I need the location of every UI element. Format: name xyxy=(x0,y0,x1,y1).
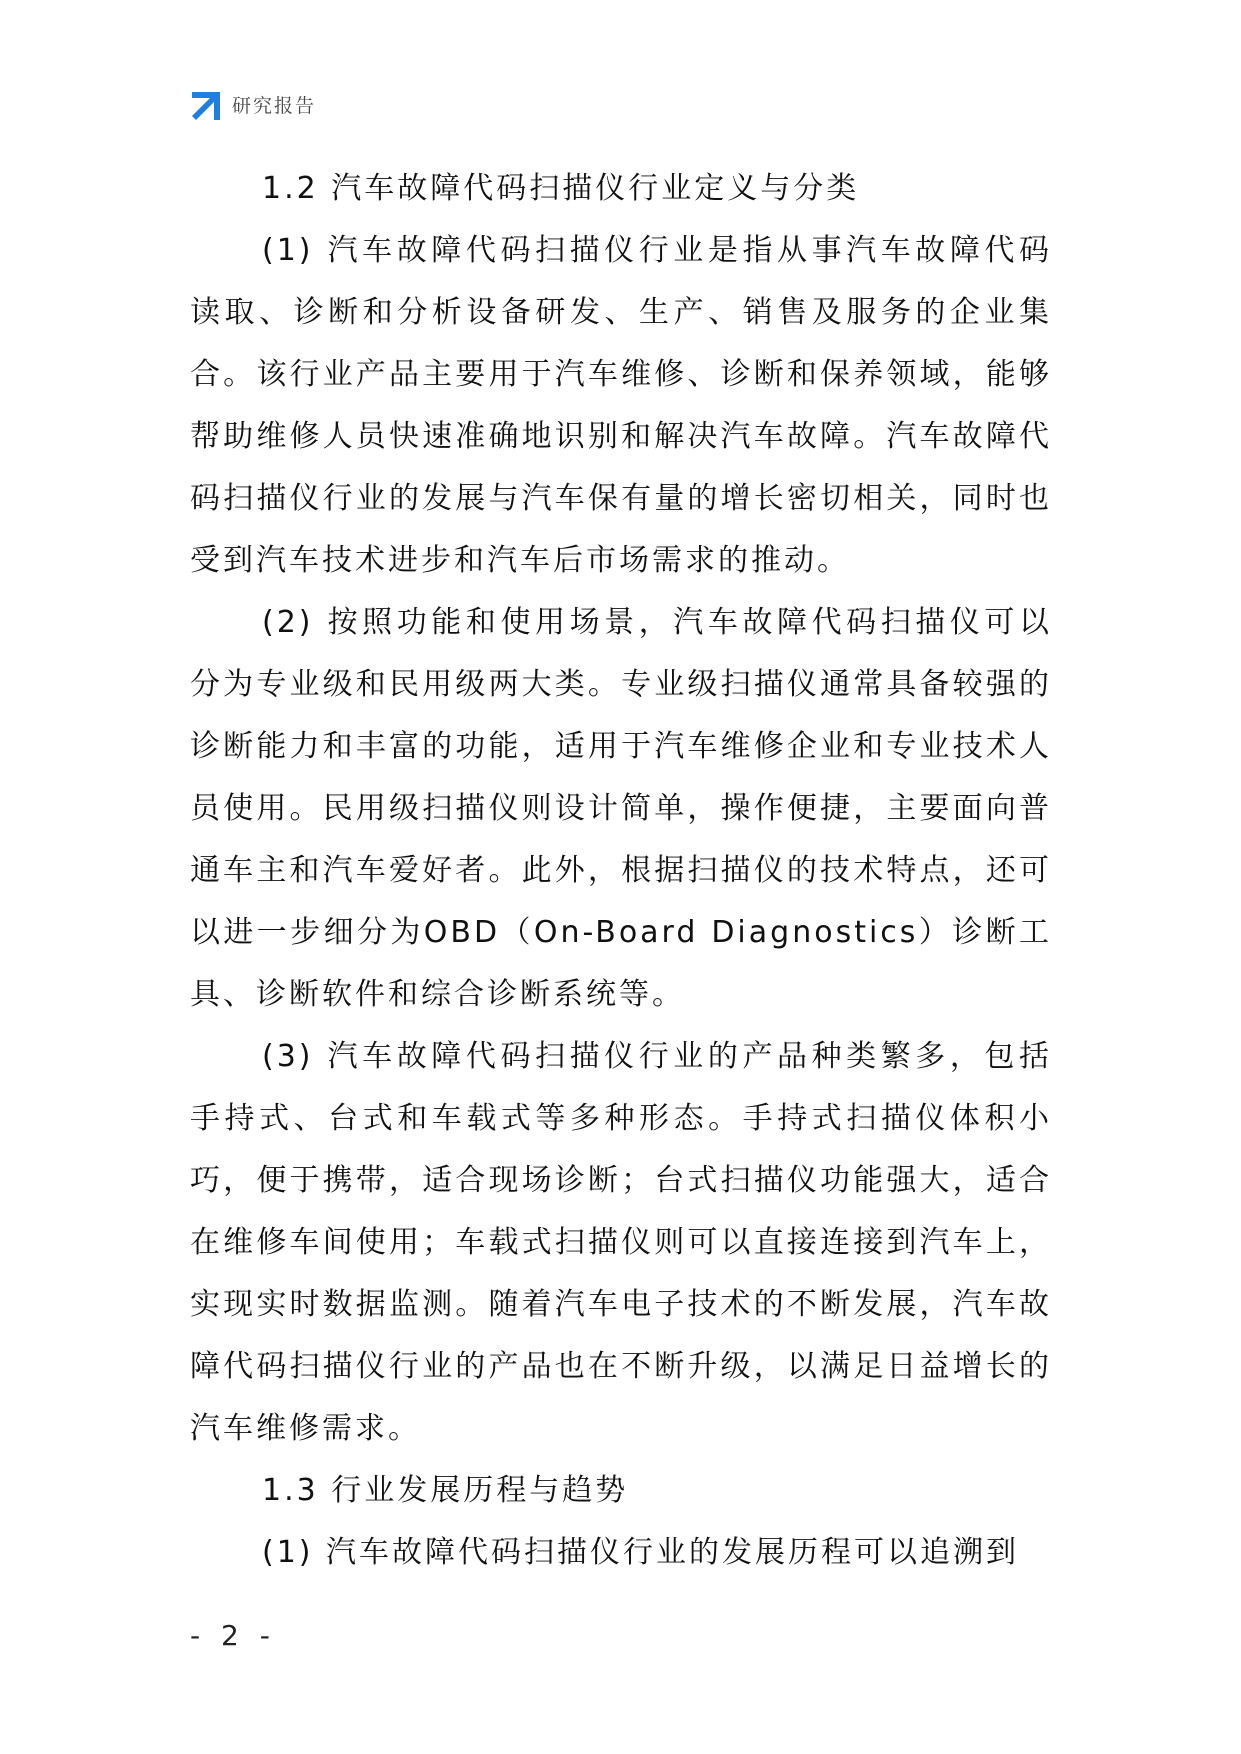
section-heading-1-3: 1.3 行业发展历程与趋势 xyxy=(262,1473,629,1508)
paragraph-3: (3) 汽车故障代码扫描仪行业的产品种类繁多，包括手持式、台式和车载式等多种形态。手持式扫描仪体积小巧，便于携带，适合现场诊断；台式扫描仪功能强大，适合在维修车间使用；车载式扫描仪则可以直接连接到汽车上，实现实时数据监测。随着汽车电子技术的不断发展，汽车故障代码扫描仪行业的产品也在不断升级，以满足日益增长的汽车维修需求。 xyxy=(190,1039,1052,1446)
document-body xyxy=(190,158,1052,1584)
paragraph-1: (1) 汽车故障代码扫描仪行业是指从事汽车故障代码读取、诊断和分析设备研发、生产、销售及服务的企业集合。该行业产品主要用于汽车维修、诊断和保养领域，能够帮助维修人员快速准确地识别和解决汽车故障。汽车故障代码扫描仪行业的发展与汽车保有量的增长密切相关，同时也受到汽车技术进步和汽车后市场需求的推动。 xyxy=(190,233,1052,578)
header-title: 研究报告 xyxy=(232,95,317,117)
paragraph-4: (1) 汽车故障代码扫描仪行业的发展历程可以追溯到 xyxy=(262,1535,1020,1570)
page-number: - 2 - xyxy=(190,1619,276,1652)
page-header xyxy=(190,90,316,122)
report-logo-icon xyxy=(190,90,222,122)
paragraph-2: (2) 按照功能和使用场景，汽车故障代码扫描仪可以分为专业级和民用级两大类。专业级扫描仪通常具备较强的诊断能力和丰富的功能，适用于汽车维修企业和专业技术人员使用。民用级扫描仪则设计简单，操作便捷，主要面向普通车主和汽车爱好者。此外，根据扫描仪的技术特点，还可以进一步细分为OBD（On-Board Diagnostics）诊断工具、诊断软件和综合诊断系统等。 xyxy=(190,605,1052,1012)
section-heading-1-2: 1.2 汽车故障代码扫描仪行业定义与分类 xyxy=(262,171,860,206)
